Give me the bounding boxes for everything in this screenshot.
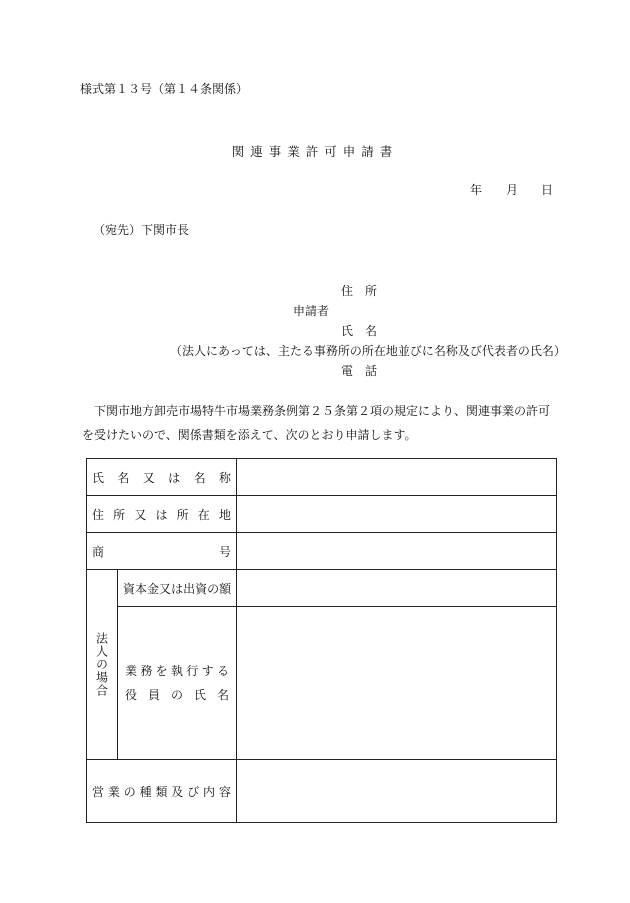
label-char: は	[155, 507, 168, 522]
capital-label-cell	[118, 570, 237, 607]
label-char: 資	[195, 581, 208, 596]
business-label	[92, 783, 231, 800]
label-char: 類	[155, 784, 168, 799]
label-char: 内	[203, 784, 216, 799]
label-char: る	[216, 664, 229, 678]
label-char: 業	[125, 664, 138, 678]
trade-name-label	[92, 543, 231, 560]
date-month-label: 月	[506, 183, 519, 197]
label-char: 資	[123, 581, 136, 596]
exec-label-line1	[125, 659, 229, 683]
address-value-cell[interactable]	[237, 496, 557, 533]
label-char: 員	[147, 688, 160, 702]
table-row-executives	[87, 607, 557, 760]
applicant-phone-label: 電 話	[341, 364, 378, 378]
name-label	[92, 469, 231, 486]
exec-value-cell[interactable]	[237, 607, 557, 760]
label-char: 称	[218, 470, 231, 485]
label-char: 号	[218, 544, 231, 559]
applicant-label: 申請者	[293, 304, 330, 318]
label-char: 及	[171, 784, 184, 799]
label-char: 務	[140, 664, 153, 678]
label-char: 住	[92, 507, 105, 522]
label-char: 名	[193, 470, 206, 485]
label-char: 金	[147, 581, 160, 596]
label-char: 額	[219, 581, 232, 596]
label-char: の	[170, 688, 183, 702]
label-char: は	[171, 581, 184, 596]
address-label	[92, 506, 231, 523]
label-char: を	[155, 664, 168, 678]
trade-name-label-cell	[87, 533, 237, 570]
addressee: （宛先）下関市長	[93, 223, 190, 237]
business-value-cell[interactable]	[237, 760, 557, 823]
table-row-address	[87, 496, 557, 533]
label-char: の	[123, 784, 136, 799]
label-char: 又	[134, 507, 147, 522]
label-char: す	[201, 664, 214, 678]
label-char: 容	[218, 784, 231, 799]
application-table	[86, 458, 557, 823]
trade-name-value-cell[interactable]	[237, 533, 557, 570]
label-char: 行	[186, 664, 199, 678]
address-label-cell	[87, 496, 237, 533]
label-char: び	[187, 784, 200, 799]
table-row-capital	[87, 570, 557, 607]
label-char: は	[168, 470, 181, 485]
intro-text: 下関市地方卸売市場特牛市場業務条例第２５条第２項の規定により、関連事業の許可を受けたいので、関係書類を添えて、次のとおり申請します。	[82, 404, 551, 442]
label-char: 業	[107, 784, 120, 799]
form-title: 関連事業許可申請書	[231, 144, 399, 159]
label-char: 地	[218, 507, 231, 522]
table-row-trade-name	[87, 533, 557, 570]
date-year-label: 年	[470, 183, 483, 197]
label-char: 在	[197, 507, 210, 522]
label-char: 氏	[193, 688, 206, 702]
applicant-name-label: 氏 名	[341, 324, 378, 338]
label-char: 種	[139, 784, 152, 799]
table-row-business	[87, 760, 557, 823]
applicant-note: （法人にあっては、主たる事務所の所在地並びに名称及び代表者の氏名）	[170, 344, 566, 358]
label-char: 氏	[92, 470, 105, 485]
corp-label: 法人の場合	[94, 632, 109, 697]
label-char: 本	[135, 581, 148, 596]
label-char: 出	[183, 581, 196, 596]
capital-value-cell[interactable]	[237, 570, 557, 607]
name-label-cell	[87, 459, 237, 496]
label-char: 役	[125, 688, 138, 702]
label-char: 名	[216, 688, 229, 702]
name-value-cell[interactable]	[237, 459, 557, 496]
label-char: 又	[142, 470, 155, 485]
table-row-name	[87, 459, 557, 496]
corp-label-cell	[87, 570, 118, 760]
label-char: 営	[92, 784, 105, 799]
label-char: 名	[117, 470, 130, 485]
label-char: 所	[176, 507, 189, 522]
exec-label-line2	[125, 683, 229, 707]
form-number: 様式第１３号（第１４条関係）	[80, 82, 249, 96]
label-char: 商	[92, 544, 105, 559]
label-char: 又	[159, 581, 172, 596]
applicant-address-label: 住 所	[341, 284, 378, 298]
business-label-cell	[87, 760, 237, 823]
label-char: 所	[113, 507, 126, 522]
date-day-label: 日	[541, 183, 554, 197]
label-char: の	[207, 581, 220, 596]
exec-label-cell	[118, 607, 237, 760]
label-char: 執	[170, 664, 183, 678]
capital-label	[123, 580, 231, 597]
